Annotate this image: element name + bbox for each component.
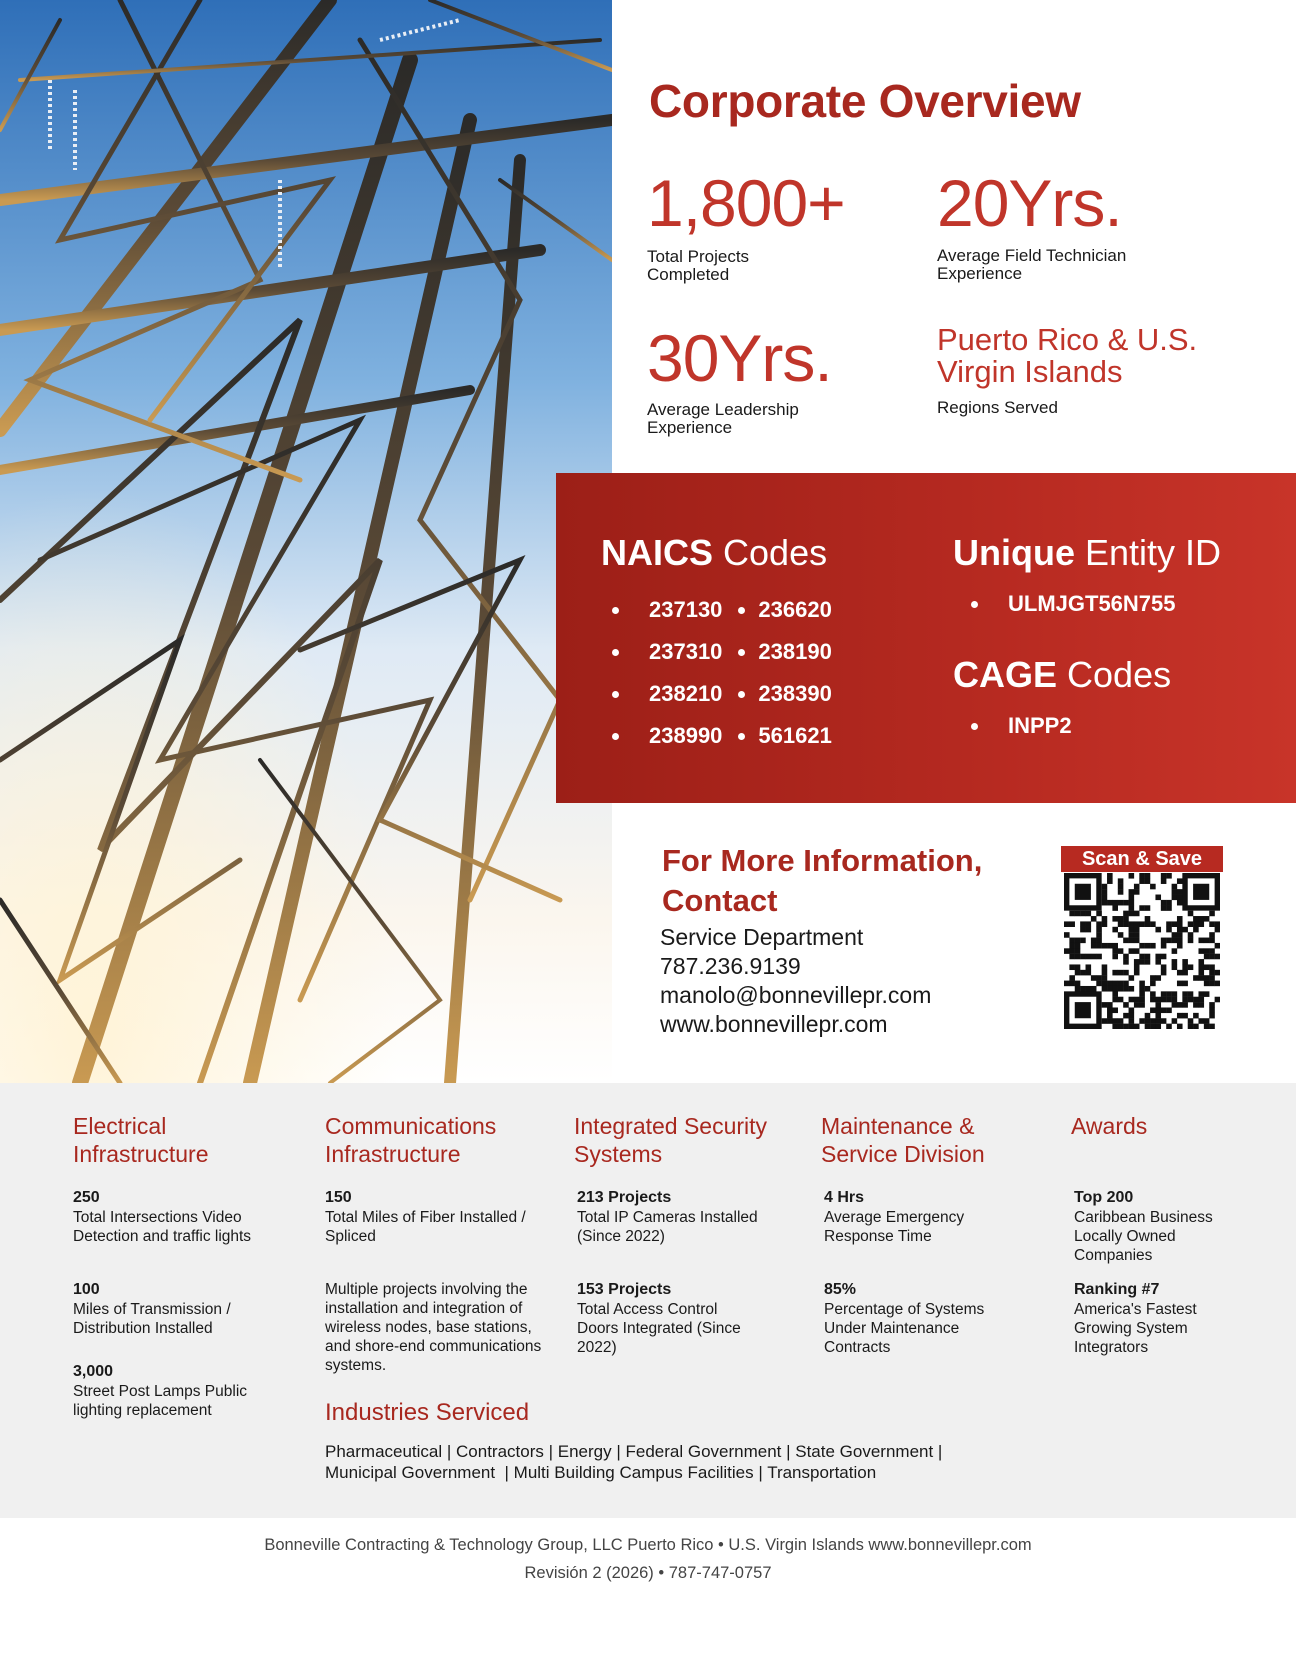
naics-code: 238990 [649,723,723,748]
item-title: 100 [73,1281,100,1298]
stat-label: Regions Served [937,398,1058,417]
division-heading: Maintenance & Service Division [821,1113,985,1167]
division-heading: Electrical Infrastructure [73,1113,209,1167]
item-text: Total IP Cameras Installed (Since 2022) [577,1209,758,1245]
stat-field-experience [937,166,1167,283]
item-title: 150 [325,1189,352,1206]
item-text: America's Fastest Growing System Integrators [1074,1301,1197,1356]
footer-revision: Revisión 2 (2026) • 787-747-0757 [524,1564,772,1582]
footer-company: Bonneville Contracting & Technology Group, LLC Puerto Rico • U.S. Virgin Islands www.bonnevillepr.com [264,1536,1032,1554]
list-item [325,1188,560,1246]
uei-item [971,589,1176,619]
transmission-tower-photo [0,0,612,1083]
naics-heading-bold: NAICS [601,532,714,573]
naics-code: 236620 [758,597,832,622]
naics-code: 238210 [649,681,723,706]
item-text: Street Post Lamps Public lighting replacement [73,1383,248,1419]
industries-heading: Industries Serviced [325,1399,530,1426]
list-item [73,1280,293,1338]
item-title: Ranking #7 [1074,1281,1160,1298]
item-text: Average Emergency Response Time [824,1209,965,1245]
naics-heading [601,532,827,574]
division-electrical [73,1112,293,1420]
qr-code-icon[interactable] [1064,873,1220,1034]
naics-list [612,589,832,757]
page-title: Corporate Overview [649,75,1081,127]
contact-details [660,923,931,1039]
cage-heading [953,654,1171,696]
contact-department: Service Department [660,924,864,950]
division-maintenance [821,1112,1036,1357]
division-heading: Integrated Security Systems [574,1113,768,1167]
item-text: Total Miles of Fiber Installed / Spliced [325,1209,526,1245]
list-item [612,715,832,757]
list-item [325,1280,560,1375]
scan-save-label: Scan & Save [1061,846,1223,872]
division-awards [1071,1112,1261,1357]
stat-value: 30Yrs. [647,321,832,395]
item-title: 85% [824,1281,857,1298]
item-text: Total Access Control Doors Integrated (Since 2022) [577,1301,741,1356]
cage-item [971,711,1072,741]
list-item [574,1280,779,1357]
list-item [73,1362,293,1420]
contact-website[interactable]: www.bonnevillepr.com [660,1011,888,1037]
stat-leadership-experience [647,321,837,437]
list-item [821,1280,1036,1357]
stat-regions [937,324,1237,417]
contact-heading: For More Information, Contact [662,843,983,918]
item-title: Top 200 [1074,1189,1134,1206]
list-item [1071,1280,1261,1357]
stat-label: Total Projects Completed [647,247,750,284]
contact-email[interactable]: manolo@bonnevillepr.com [660,982,932,1008]
naics-code: 238390 [758,681,832,706]
industries-line: Pharmaceutical | Contractors | Energy | Federal Government | State Government | [325,1442,943,1461]
naics-code: 237130 [649,597,723,622]
industries-list [325,1441,942,1483]
item-title: 4 Hrs [824,1189,865,1206]
division-heading: Awards [1071,1113,1148,1139]
stat-value: 20Yrs. [937,166,1122,240]
uei-heading-bold: Unique [953,532,1075,573]
stat-value: 1,800+ [647,166,845,240]
item-text: Multiple projects involving the installation and integration of wireless nodes, base stations, and shore-end communications systems. [325,1281,542,1374]
list-item [574,1188,779,1246]
division-heading: Communications Infrastructure [325,1113,497,1167]
list-item [73,1188,293,1246]
item-text: Total Intersections Video Detection and traffic lights [73,1209,252,1245]
stat-value: Puerto Rico & U.S. Virgin Islands [937,322,1198,389]
division-security [574,1112,779,1357]
naics-heading-light: Codes [723,532,828,573]
item-title: 213 Projects [577,1189,672,1206]
naics-code: 238190 [758,639,832,664]
cage-heading-bold: CAGE [953,654,1058,695]
item-title: 3,000 [73,1363,114,1380]
list-item [612,631,832,673]
list-item [1071,1188,1261,1265]
list-item [612,673,832,715]
uei-value: ULMJGT56N755 [1008,591,1176,616]
item-text: Percentage of Systems Under Maintenance Contracts [824,1301,985,1356]
item-text: Caribbean Business Locally Owned Companies [1074,1209,1213,1264]
cage-value: INPP2 [1008,713,1072,738]
naics-code: 237310 [649,639,723,664]
stat-label: Average Field Technician Experience [937,246,1127,283]
stat-projects [647,166,845,284]
uei-heading [953,532,1221,574]
naics-code: 561621 [758,723,832,748]
item-title: 153 Projects [577,1281,672,1298]
list-item [821,1188,1036,1246]
list-item [612,589,832,631]
uei-heading-light: Entity ID [1085,532,1222,573]
contact-phone[interactable]: 787.236.9139 [660,953,801,979]
item-title: 250 [73,1189,100,1206]
cage-heading-light: Codes [1067,654,1172,695]
stat-label: Average Leadership Experience [647,400,799,437]
item-text: Miles of Transmission / Distribution Installed [73,1301,231,1337]
division-communications [325,1112,560,1375]
industries-line: Municipal Government | Multi Building Campus Facilities | Transportation [325,1463,877,1482]
